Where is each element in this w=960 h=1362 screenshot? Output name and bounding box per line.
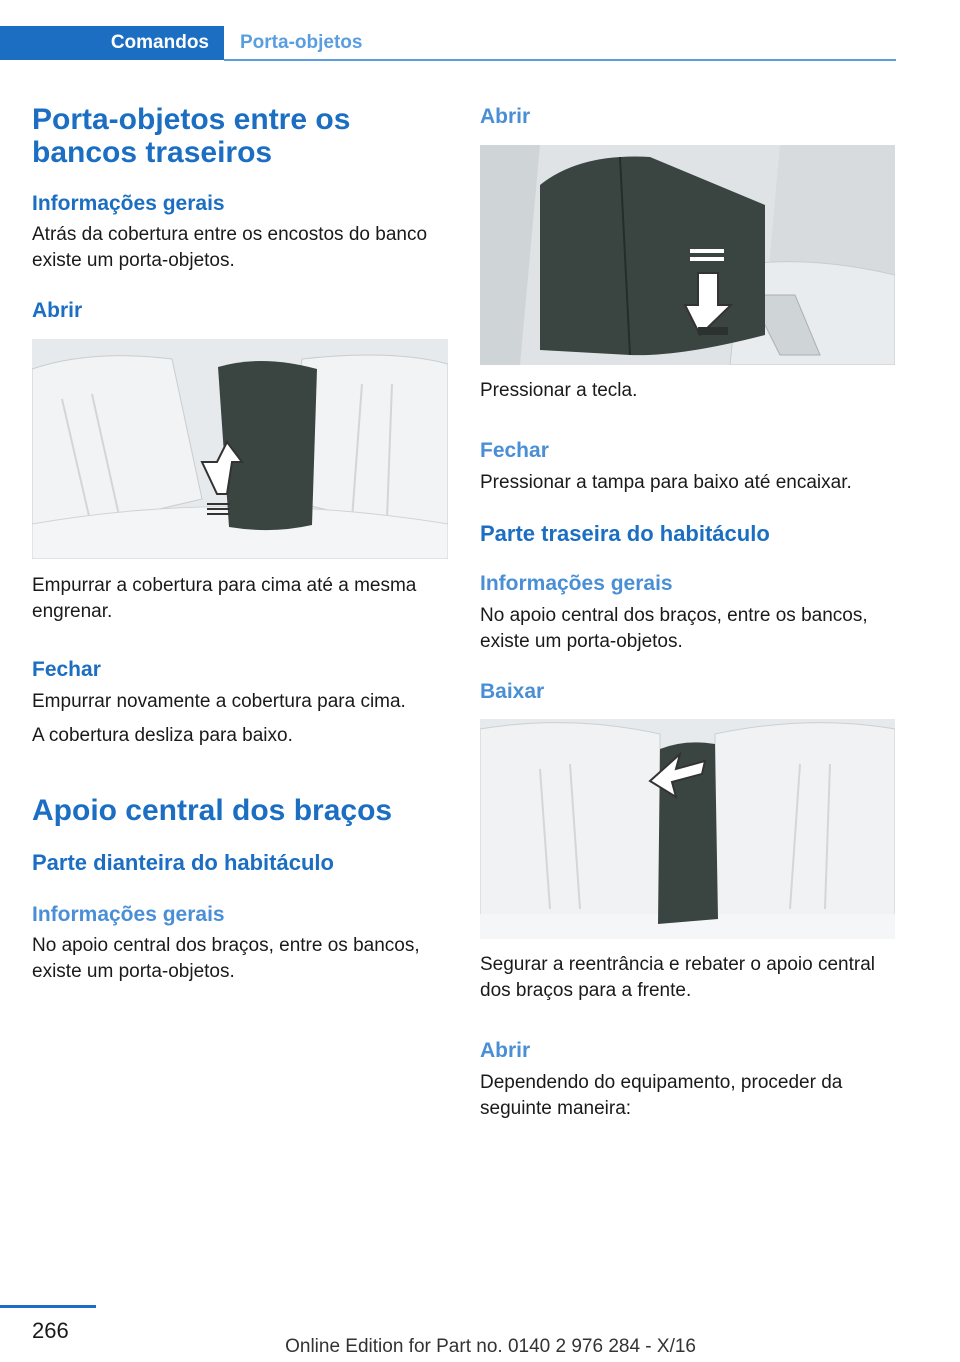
heading-parte-traseira: Parte traseira do habitáculo — [480, 521, 770, 546]
heading-informacoes-gerais-right: Informações gerais — [480, 572, 673, 595]
heading-fechar: Fechar — [32, 658, 101, 681]
heading-abrir-right: Abrir — [480, 105, 531, 128]
section-title-apoio-central: Apoio central dos braços — [32, 794, 393, 827]
heading-abrir: Abrir — [32, 299, 83, 322]
section-tab-porta-objetos[interactable]: Porta-objetos — [240, 32, 363, 53]
section-tab-comandos[interactable]: Comandos — [0, 26, 224, 60]
text-informacoes-gerais-right: No apoio central dos braços, entre os bancos, existe um porta-objetos. — [480, 605, 868, 652]
heading-informacoes-gerais: Informações gerais — [32, 192, 225, 215]
rear-armrest-illustration — [480, 719, 895, 939]
heading-informacoes-gerais-2: Informações gerais — [32, 903, 225, 926]
figure-cover-open — [32, 339, 448, 559]
text-fechar-2: A cobertura desliza para baixo. — [32, 725, 293, 746]
footer-edition: Online Edition for Part no. 0140 2 976 284 - X/16 — [285, 1336, 696, 1357]
figure-front-armrest — [480, 145, 895, 365]
caption-figure-front-armrest: Pressionar a tecla. — [480, 380, 638, 401]
footer-rule — [0, 1305, 96, 1308]
text-fechar-right: Pressionar a tampa para baixo até encaixar. — [480, 472, 852, 493]
heading-baixar: Baixar — [480, 680, 545, 703]
seat-cover-illustration — [32, 339, 448, 559]
header-rule — [224, 59, 896, 61]
caption-figure-rear-armrest: Segurar a reentrância e rebater o apoio central dos braços para a frente. — [480, 954, 876, 1001]
page-number: 266 — [32, 1318, 69, 1343]
text-abrir-2: Dependendo do equipamento, proceder da seguinte maneira: — [480, 1072, 843, 1119]
heading-fechar-right: Fechar — [480, 439, 549, 462]
heading-abrir-2: Abrir — [480, 1039, 531, 1062]
text-informacoes-gerais: Atrás da cobertura entre os encostos do banco existe um porta-objetos. — [32, 224, 428, 271]
figure-rear-armrest — [480, 719, 895, 939]
heading-parte-dianteira: Parte dianteira do habitáculo — [32, 850, 334, 875]
caption-figure-cover-open: Empurrar a cobertura para cima até a mesma engrenar. — [32, 575, 417, 622]
text-fechar-1: Empurrar novamente a cobertura para cima. — [32, 691, 406, 712]
front-armrest-illustration — [480, 145, 895, 365]
section-title-porta-objetos: Porta-objetos entre os bancos traseiros — [32, 103, 351, 169]
text-informacoes-gerais-2: No apoio central dos braços, entre os bancos, existe um porta-objetos. — [32, 935, 420, 982]
